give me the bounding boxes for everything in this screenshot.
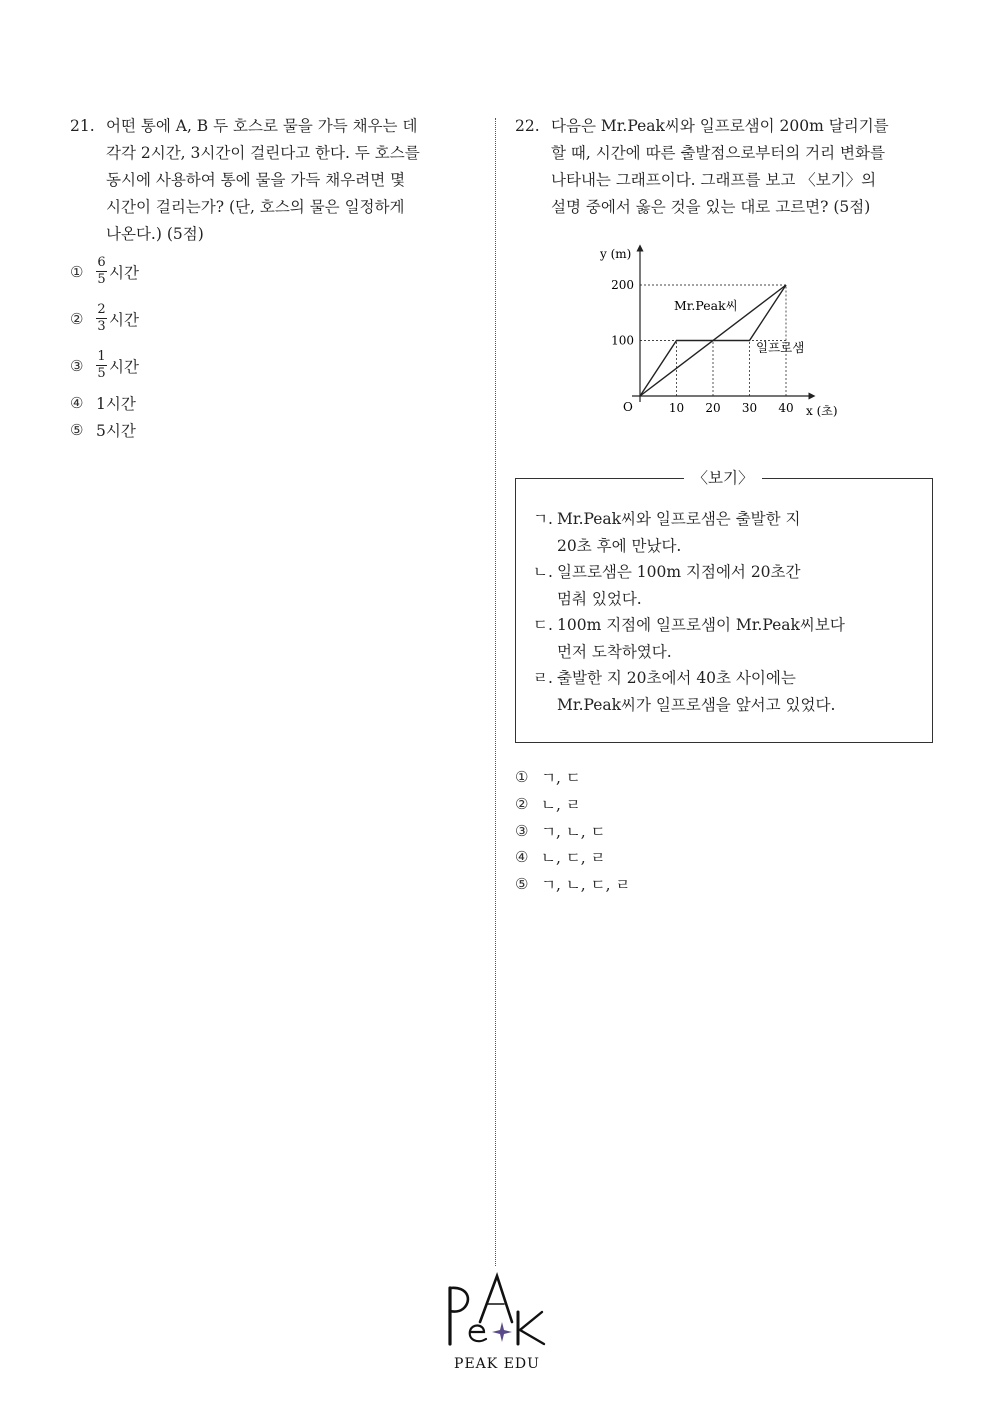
- choice-2[interactable]: ② $\frac{2}{3}$ 시간: [70, 302, 139, 334]
- bogi-item-cont: 멈춰 있었다.: [557, 589, 642, 608]
- bogi-item: ㄷ. 100m 지점에 일프로샘이 Mr.Peak씨보다: [533, 616, 845, 634]
- question-text: [515, 113, 935, 221]
- y-tick-label: 100: [611, 333, 634, 348]
- series-label-ilpro: 일프로샘: [756, 340, 805, 355]
- fraction: $\frac{2}{3}$: [97, 302, 106, 334]
- bogi-item-cont: 20초 후에 만났다.: [557, 536, 682, 555]
- y-tick-label: 200: [611, 278, 634, 292]
- logo-caption: PEAK EDU: [454, 1356, 540, 1372]
- question-line: 각각 2시간, 3시간이 걸린다고 한다. 두 호스를: [106, 144, 420, 162]
- bogi-item-cont: Mr.Peak씨가 일프로샘을 앞서고 있었다.: [557, 695, 836, 714]
- choice-4[interactable]: ④ ㄴ, ㄷ, ㄹ: [515, 848, 606, 867]
- question-line: 설명 중에서 옳은 것을 있는 대로 고르면? (5점): [551, 198, 871, 216]
- x-tick-label: 20: [705, 401, 721, 415]
- bogi-title: 〈보기〉: [684, 466, 762, 490]
- question-line: 할 때, 시간에 따른 출발점으로부터의 거리 변화를: [551, 144, 885, 162]
- bogi-item-cont: 먼저 도착하였다.: [557, 642, 672, 661]
- choice-1[interactable]: ① $\frac{6}{5}$ 시간: [70, 255, 139, 287]
- question-22: [515, 113, 935, 221]
- bogi-item: ㄴ. 일프로샘은 100m 지점에서 20초간: [533, 563, 801, 581]
- question-text: [70, 113, 480, 248]
- peak-edu-logo: [440, 1270, 555, 1375]
- question-line: 어떤 통에 A, B 두 호스로 물을 가득 채우는 데: [106, 117, 418, 135]
- choice-5[interactable]: ⑤ ㄱ, ㄴ, ㄷ, ㄹ: [515, 875, 631, 894]
- x-tick-label: 40: [778, 401, 794, 415]
- star-icon: [492, 1322, 512, 1342]
- y-axis-label: y (m): [600, 247, 632, 261]
- x-tick-label: 30: [741, 401, 758, 415]
- question-line: 동시에 사용하여 통에 물을 가득 채우려면 몇: [106, 171, 406, 189]
- choice-5[interactable]: ⑤ 5시간: [70, 421, 136, 440]
- choice-2[interactable]: ② ㄴ, ㄹ: [515, 795, 581, 814]
- column-divider: [495, 118, 496, 1266]
- choice-3[interactable]: ③ ㄱ, ㄴ, ㄷ: [515, 822, 606, 841]
- x-axis-label: x (초): [806, 404, 838, 418]
- origin-label: O: [623, 400, 633, 414]
- question-number: 21.: [70, 117, 95, 135]
- choice-1[interactable]: ① ㄱ, ㄷ: [515, 768, 581, 787]
- fraction: $\frac{1}{5}$: [97, 349, 106, 381]
- question-line: 나온다.) (5점): [106, 225, 204, 243]
- fraction: $\frac{6}{5}$: [97, 255, 106, 287]
- logo-wordmark-icon: [450, 1276, 544, 1344]
- question-21: [70, 113, 480, 248]
- question-line: 시간이 걸리는가? (단, 호스의 물은 일정하게: [106, 198, 405, 216]
- bogi-item: ㄹ. 출발한 지 20초에서 40초 사이에는: [533, 669, 796, 687]
- choice-3[interactable]: ③ $\frac{1}{5}$ 시간: [70, 349, 139, 381]
- series-label-mr-peak: Mr.Peak씨: [674, 298, 738, 313]
- x-tick-label: 10: [668, 401, 685, 415]
- question-number: 22.: [515, 117, 540, 135]
- bogi-items: [533, 506, 845, 718]
- bogi-item: ㄱ. Mr.Peak씨와 일프로샘은 출발한 지: [533, 510, 801, 528]
- question-line: 다음은 Mr.Peak씨와 일프로샘이 200m 달리기를: [551, 117, 889, 135]
- question-line: 나타내는 그래프이다. 그래프를 보고 〈보기〉의: [551, 171, 877, 189]
- distance-time-graph: [590, 240, 850, 425]
- choice-4[interactable]: ④ 1시간: [70, 394, 136, 413]
